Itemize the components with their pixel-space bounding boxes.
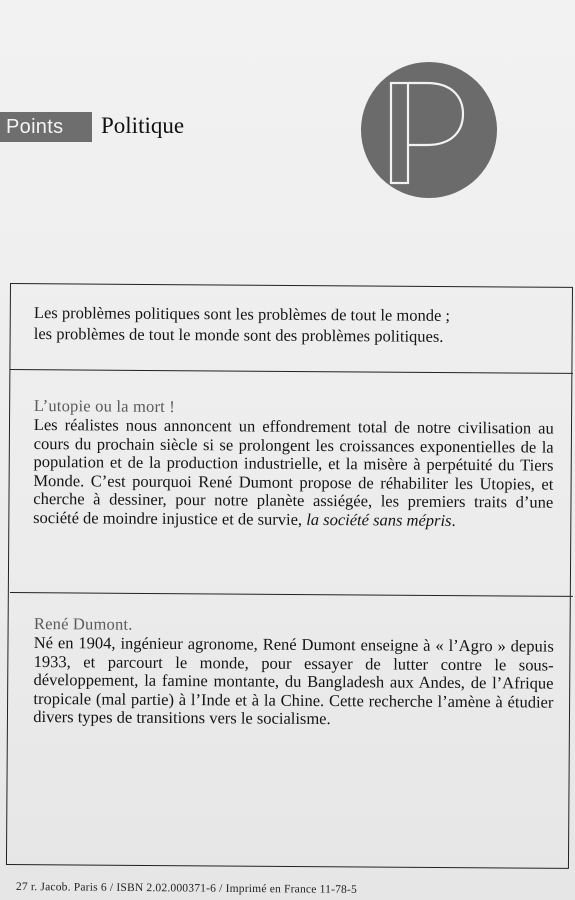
- author-bio: Né en 1904, ingénieur agronome, René Dumont enseigne à « l’Agro » depuis 1933, et parcourt le monde, pour essayer de lutter contre le sous-développement, la famine montante, du Bangladesh aux Andes, de l’Afrique tropicale (mal partie) à l’Inde et à la Chine. Cette recherche l’amène à étudier divers types de transitions vers le socialisme.: [33, 632, 554, 729]
- collection-label: Politique: [101, 113, 185, 138]
- slogan-line: les problèmes de tout le monde sont des problèmes politiques.: [33, 323, 444, 346]
- series-slogan: [34, 302, 554, 348]
- blurb-title: L’utopie ou la mort !: [33, 396, 176, 416]
- author-section: [33, 614, 554, 731]
- blurb-section: [33, 396, 554, 531]
- author-title: René Dumont.: [33, 614, 133, 634]
- imprint-line: 27 r. Jacob. Paris 6 / ISBN 2.02.000371-6 / Imprimé en France 11-78-5: [15, 880, 358, 896]
- slogan-line: Les problèmes politiques sont les problèmes de tout le monde ;: [33, 302, 451, 325]
- series-label: Points: [6, 116, 64, 138]
- blurb-text: Les réalistes nous annoncent un effondrement total de notre civilisation au cours du prochain siècle si se prolongent les croissances exponentielles de la population et de la production industrielle, et la misère à perpétuité du Tiers Monde. C’est pourquoi René Dumont propose de réhabiliter les Utopies, et cherche à dessiner, pour notre planète assiégée, les premiers traits d’une société de moindre injustice et de survie,: [33, 414, 554, 529]
- blurb-italic-phrase: la société sans mépris: [306, 509, 452, 530]
- publisher-logo-icon: [361, 62, 497, 198]
- blurb-end: .: [451, 510, 456, 530]
- blurb-body: [33, 416, 554, 531]
